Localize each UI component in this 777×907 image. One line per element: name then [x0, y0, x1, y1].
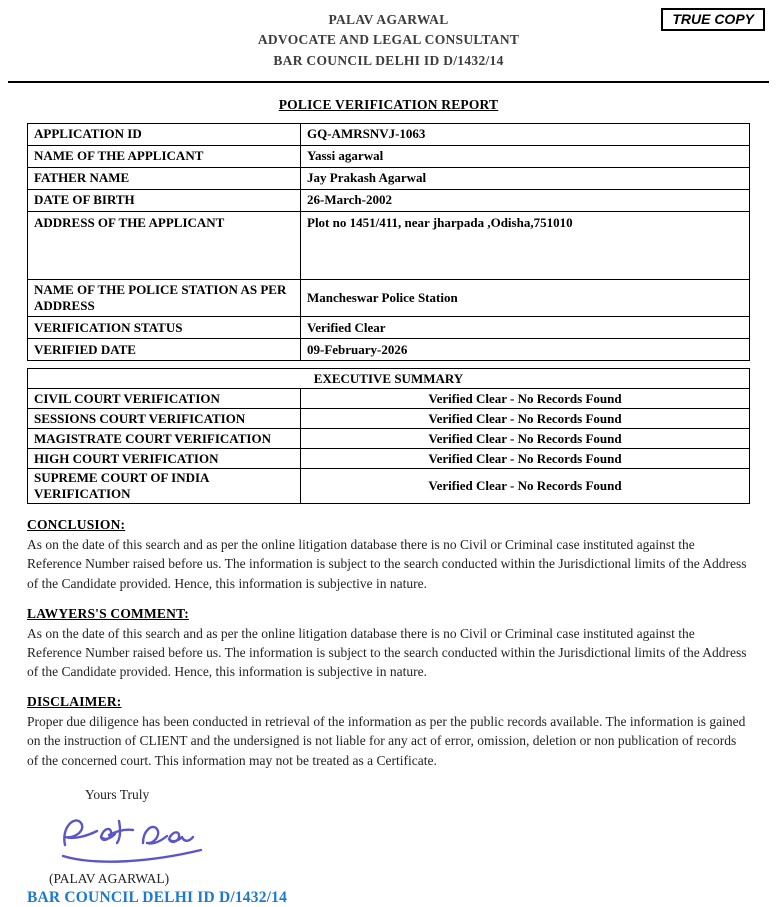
- detail-value: Plot no 1451/411, near jharpada ,Odisha,751010: [301, 211, 750, 279]
- yours-truly-text: Yours Truly: [85, 786, 150, 802]
- detail-value: Jay Prakash Agarwal: [301, 167, 750, 189]
- applicant-details-table: [27, 123, 750, 362]
- detail-label: NAME OF THE APPLICANT: [28, 145, 301, 167]
- signatory-name: (PALAV AGARWAL): [49, 870, 170, 886]
- summary-header: EXECUTIVE SUMMARY: [28, 369, 750, 389]
- signature-image: [51, 809, 750, 869]
- verification-label: MAGISTRATE COURT VERIFICATION: [28, 429, 301, 449]
- detail-label: NAME OF THE POLICE STATION AS PER ADDRESS: [28, 279, 301, 317]
- detail-value: 26-March-2002: [301, 189, 750, 211]
- table-row: [28, 317, 750, 339]
- section-conclusion: [27, 517, 750, 592]
- disclaimer-heading: DISCLAIMER:: [27, 694, 122, 710]
- table-row-police-station: [28, 279, 750, 317]
- table-row: [28, 339, 750, 361]
- header-divider: [8, 81, 769, 83]
- verification-label: CIVIL COURT VERIFICATION: [28, 389, 301, 409]
- verification-label: SUPREME COURT OF INDIA VERIFICATION: [28, 469, 301, 504]
- section-disclaimer: [27, 694, 750, 769]
- lawyers-comment-heading: LAWYERS'S COMMENT:: [27, 605, 189, 621]
- table-row-address: [28, 211, 750, 279]
- verification-result: Verified Clear - No Records Found: [301, 429, 750, 449]
- verification-result: Verified Clear - No Records Found: [301, 469, 750, 504]
- executive-summary-table: [27, 368, 750, 504]
- table-row: [28, 409, 750, 429]
- detail-label: APPLICATION ID: [28, 123, 301, 145]
- detail-label: VERIFICATION STATUS: [28, 317, 301, 339]
- verification-result: Verified Clear - No Records Found: [301, 449, 750, 469]
- table-row: [28, 389, 750, 409]
- conclusion-heading: CONCLUSION:: [27, 517, 126, 533]
- report-title: POLICE VERIFICATION REPORT: [278, 96, 499, 112]
- advocate-name: PALAV AGARWAL: [328, 12, 449, 27]
- table-row: [28, 449, 750, 469]
- detail-label: ADDRESS OF THE APPLICANT: [28, 211, 301, 279]
- verification-result: Verified Clear - No Records Found: [301, 389, 750, 409]
- advocate-bar-id: BAR COUNCIL DELHI ID D/1432/14: [273, 52, 504, 68]
- detail-label: DATE OF BIRTH: [28, 189, 301, 211]
- table-row: [28, 469, 750, 504]
- signature-ink: [51, 809, 216, 869]
- bar-council-id-line: BAR COUNCIL DELHI ID D/1432/14: [27, 888, 288, 906]
- disclaimer-text: Proper due diligence has been conducted in retrieval of the information as per the public records available. The information is gained on the instruction of CLIENT and the undersigned is not liable for any act of error, omission, deletion or non publication of records of the concerned court. This information may not be treated as a Certificate.: [27, 714, 746, 768]
- detail-label: VERIFIED DATE: [28, 339, 301, 361]
- table-row: [28, 429, 750, 449]
- table-row: [28, 189, 750, 211]
- verification-label: SESSIONS COURT VERIFICATION: [28, 409, 301, 429]
- table-row: [28, 123, 750, 145]
- detail-label: FATHER NAME: [28, 167, 301, 189]
- lawyers-comment-text: As on the date of this search and as per the online litigation database there is no Civil or Criminal case instituted against the Reference Number raised before us. The information is subject to the search conducted within the Jurisdictional limits of the Address of the Candidate provided. Hence, this information is subjective in nature.: [27, 625, 747, 680]
- section-lawyers-comment: [27, 606, 750, 681]
- detail-value: Mancheswar Police Station: [301, 279, 750, 317]
- detail-value: 09-February-2026: [301, 339, 750, 361]
- detail-value: Verified Clear: [301, 317, 750, 339]
- letterhead: [27, 10, 750, 71]
- table-row: [28, 167, 750, 189]
- table-row: [28, 145, 750, 167]
- conclusion-text: As on the date of this search and as per the online litigation database there is no Civil or Criminal case instituted against the Reference Number raised before us. The information is subject to the search conducted within the Jurisdictional limits of the Address of the Candidate provided. Hence, this information is subjective in nature.: [27, 537, 747, 591]
- verification-result: Verified Clear - No Records Found: [301, 409, 750, 429]
- verification-label: HIGH COURT VERIFICATION: [28, 449, 301, 469]
- summary-header-row: [28, 369, 750, 389]
- true-copy-stamp: TRUE COPY: [661, 8, 765, 31]
- advocate-role: ADVOCATE AND LEGAL CONSULTANT: [257, 32, 520, 48]
- detail-value: GQ-AMRSNVJ-1063: [301, 123, 750, 145]
- detail-value: Yassi agarwal: [301, 145, 750, 167]
